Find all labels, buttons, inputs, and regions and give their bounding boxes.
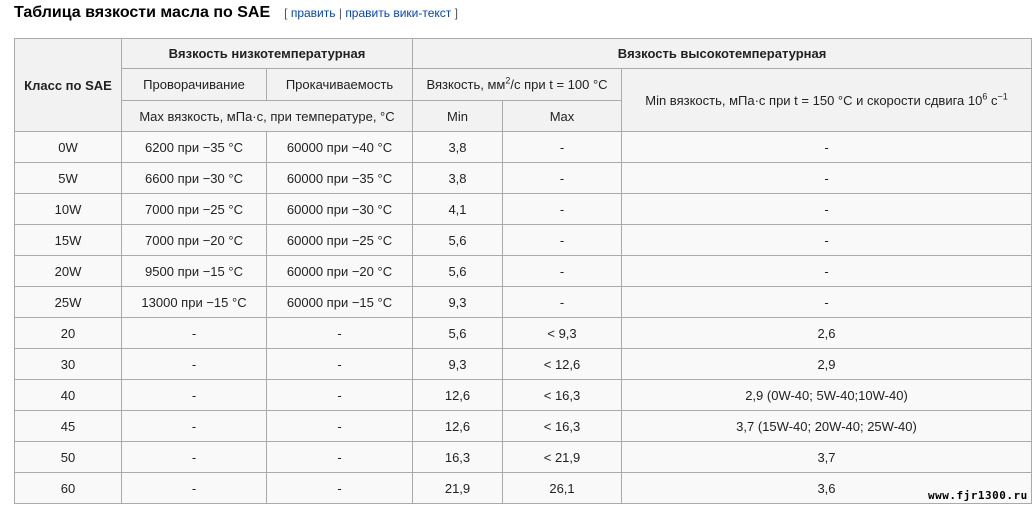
header-min: Min [413, 101, 503, 132]
header-max-viscosity: Max вязкость, мПа·с, при температуре, °C [122, 101, 413, 132]
hths-unit-sup: −1 [997, 91, 1008, 102]
cell-visc-max: < 16,3 [503, 411, 622, 442]
cell-sae-class: 30 [15, 349, 122, 380]
cell-visc-max: - [503, 194, 622, 225]
cell-pumping: - [267, 473, 413, 504]
cell-visc-max: - [503, 225, 622, 256]
kinematic-prefix: Вязкость, мм [426, 77, 506, 92]
cell-cranking: 7000 при −25 °C [122, 194, 267, 225]
cell-sae-class: 20 [15, 318, 122, 349]
cell-pumping: 60000 при −25 °C [267, 225, 413, 256]
cell-visc-min: 21,9 [413, 473, 503, 504]
cell-hths-min: - [622, 225, 1032, 256]
header-cranking: Проворачивание [122, 69, 267, 101]
cell-hths-min: - [622, 163, 1032, 194]
table-row [15, 225, 1032, 256]
cell-cranking: 9500 при −15 °C [122, 256, 267, 287]
hths-prefix: Min вязкость, мПа·с при t = 150 °C и скорости сдвига 10 [645, 92, 983, 108]
table-row [15, 380, 1032, 411]
table-row [15, 194, 1032, 225]
edit-links [284, 6, 458, 20]
cell-hths-min: 2,9 [622, 349, 1032, 380]
header-sae-class: Класс по SAE [15, 39, 122, 132]
cell-pumping: 60000 при −30 °C [267, 194, 413, 225]
table-row [15, 411, 1032, 442]
table-row [15, 287, 1032, 318]
cell-visc-max: - [503, 287, 622, 318]
table-row [15, 349, 1032, 380]
header-kinematic-viscosity [413, 69, 622, 101]
header-pumping: Прокачиваемость [267, 69, 413, 101]
cell-cranking: 6600 при −30 °C [122, 163, 267, 194]
cell-pumping: - [267, 380, 413, 411]
cell-pumping: 60000 при −15 °C [267, 287, 413, 318]
cell-sae-class: 45 [15, 411, 122, 442]
cell-hths-min: 2,6 [622, 318, 1032, 349]
sae-viscosity-table [14, 38, 1032, 504]
cell-sae-class: 15W [15, 225, 122, 256]
edit-source-link[interactable]: править вики-текст [345, 6, 452, 20]
cell-cranking: 13000 при −15 °C [122, 287, 267, 318]
cell-visc-min: 9,3 [413, 287, 503, 318]
cell-cranking: - [122, 411, 267, 442]
section-heading [14, 4, 458, 26]
cell-visc-max: < 9,3 [503, 318, 622, 349]
edit-separator: | [338, 6, 342, 20]
cell-cranking: - [122, 473, 267, 504]
cell-pumping: 60000 при −40 °C [267, 132, 413, 163]
cell-sae-class: 40 [15, 380, 122, 411]
cell-visc-max: - [503, 256, 622, 287]
cell-sae-class: 5W [15, 163, 122, 194]
cell-visc-min: 5,6 [413, 318, 503, 349]
cell-visc-max: 26,1 [503, 473, 622, 504]
bracket-close: ] [454, 6, 458, 20]
cell-hths-min: 2,9 (0W-40; 5W-40;10W-40) [622, 380, 1032, 411]
table-row [15, 132, 1032, 163]
cell-cranking: 6200 при −35 °C [122, 132, 267, 163]
cell-sae-class: 60 [15, 473, 122, 504]
hths-sup: 6 [982, 91, 988, 102]
hths-unit: с [987, 92, 998, 108]
cell-sae-class: 10W [15, 194, 122, 225]
table-row [15, 256, 1032, 287]
header-max: Max [503, 101, 622, 132]
cell-visc-max: - [503, 132, 622, 163]
section-title: Таблица вязкости масла по SAE [14, 4, 271, 21]
cell-sae-class: 25W [15, 287, 122, 318]
cell-hths-min: - [622, 287, 1032, 318]
cell-cranking: - [122, 318, 267, 349]
cell-visc-min: 12,6 [413, 380, 503, 411]
cell-hths-min: - [622, 194, 1032, 225]
cell-sae-class: 0W [15, 132, 122, 163]
header-high-temp-viscosity: Вязкость высокотемпературная [413, 39, 1032, 69]
cell-visc-min: 5,6 [413, 225, 503, 256]
cell-visc-min: 12,6 [413, 411, 503, 442]
cell-hths-min: 3,7 [622, 442, 1032, 473]
table-body [15, 132, 1032, 504]
kinematic-suffix: /с при t = 100 °C [510, 77, 608, 92]
cell-visc-min: 3,8 [413, 132, 503, 163]
cell-visc-min: 3,8 [413, 163, 503, 194]
cell-visc-min: 16,3 [413, 442, 503, 473]
cell-cranking: - [122, 349, 267, 380]
cell-pumping: 60000 при −35 °C [267, 163, 413, 194]
cell-pumping: - [267, 442, 413, 473]
cell-sae-class: 50 [15, 442, 122, 473]
cell-pumping: - [267, 318, 413, 349]
kinematic-sup: 2 [505, 75, 511, 86]
cell-visc-max: - [503, 163, 622, 194]
header-hths-viscosity [622, 69, 1032, 132]
table-row [15, 473, 1032, 504]
cell-visc-min: 5,6 [413, 256, 503, 287]
cell-cranking: 7000 при −20 °C [122, 225, 267, 256]
edit-link[interactable]: править [290, 6, 336, 20]
cell-pumping: 60000 при −20 °C [267, 256, 413, 287]
cell-hths-min: - [622, 132, 1032, 163]
table-row [15, 163, 1032, 194]
cell-visc-min: 9,3 [413, 349, 503, 380]
watermark: www.fjr1300.ru [928, 489, 1028, 502]
cell-cranking: - [122, 380, 267, 411]
cell-visc-max: < 12,6 [503, 349, 622, 380]
cell-pumping: - [267, 349, 413, 380]
header-low-temp-viscosity: Вязкость низкотемпературная [122, 39, 413, 69]
cell-visc-min: 4,1 [413, 194, 503, 225]
cell-visc-max: < 21,9 [503, 442, 622, 473]
bracket-open: [ [284, 6, 288, 20]
cell-hths-min: - [622, 256, 1032, 287]
cell-pumping: - [267, 411, 413, 442]
cell-hths-min: 3,6 [622, 473, 1032, 504]
table-row [15, 442, 1032, 473]
cell-visc-max: < 16,3 [503, 380, 622, 411]
cell-sae-class: 20W [15, 256, 122, 287]
cell-hths-min: 3,7 (15W-40; 20W-40; 25W-40) [622, 411, 1032, 442]
cell-cranking: - [122, 442, 267, 473]
table-row [15, 318, 1032, 349]
